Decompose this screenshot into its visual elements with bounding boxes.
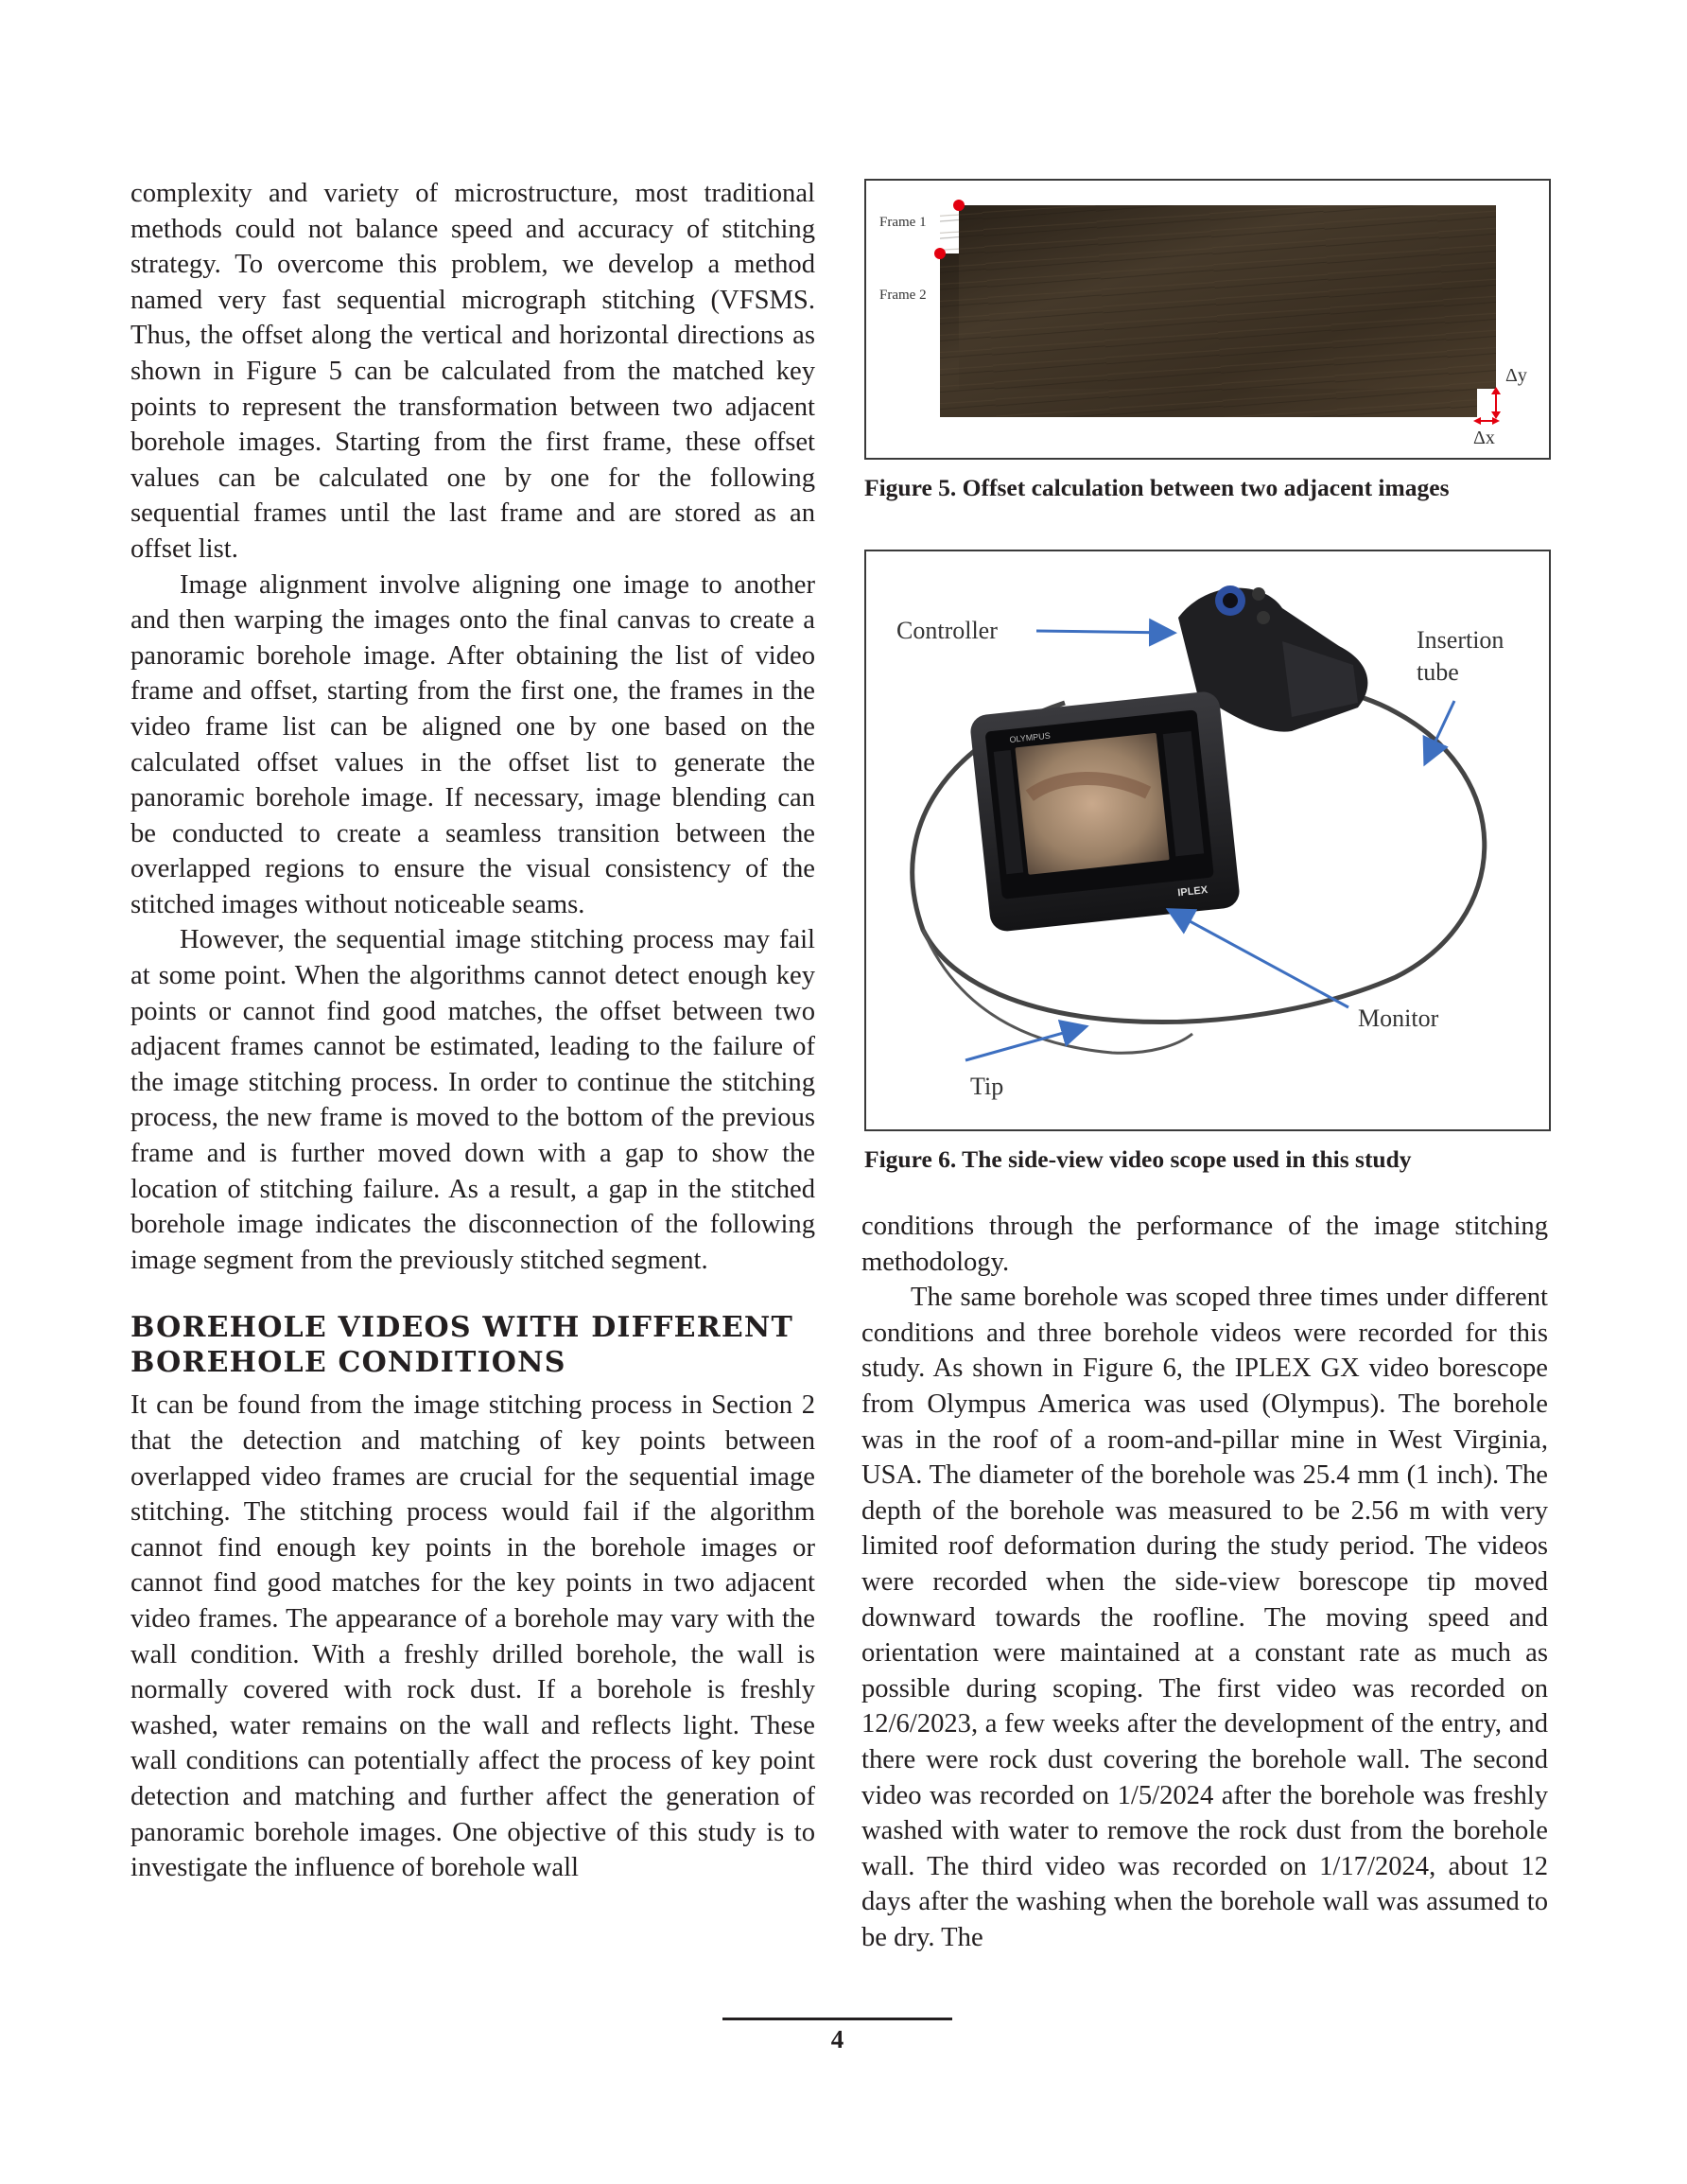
page-number: 4: [830, 2025, 844, 2053]
dx-arrowhead: [1473, 417, 1481, 425]
tip-label: Tip: [970, 1073, 1004, 1100]
section-heading: [130, 1310, 815, 1380]
controller-arrow: [1036, 631, 1172, 633]
frame-2-label: Frame 2: [879, 288, 927, 303]
dx-label: Δx: [1473, 428, 1495, 448]
frame-1-label: Frame 1: [879, 215, 927, 230]
insertion-tube-label: Insertion: [1417, 626, 1504, 654]
right-column: [861, 1209, 1548, 1955]
paragraph: It can be found from the image stitching process in Section 2 that the detection and matching of key points between overlapped video frames are crucial for the sequential image stitching. The stitching process would fail if the algorithm cannot find enough key points in the borehole images or cannot find good matches for the key points in two adjacent video frames. The appearance of a borehole may vary with the wall condition. With a freshly drilled borehole, the wall is normally covered with rock dust. If a borehole is freshly washed, water remains on the wall and reflects light. These wall conditions can potentially affect the process of key point detection and matching and further affect the generation of panoramic borehole images. One objective of this study is to investigate the influence of borehole wall: [130, 1390, 815, 1883]
section-heading-line: BOREHOLE CONDITIONS: [130, 1346, 566, 1380]
paragraph: The same borehole was scoped three times under different conditions and three borehole videos were recorded for this study. As shown in Figure 6, the IPLEX GX video borescope from Olympus America was used (Olympus). The borehole was in the roof of a room-and-pillar mine in West Virginia, USA. The diameter of the borehole was 25.4 mm (1 inch). The depth of the borehole was measured to be 2.56 m with very limited roof deformation during the study period. The videos were recorded when the side-view borescope tip moved downward towards the roofline. The moving speed and orientation were maintained at a constant rate as much as possible during scoping. The first video was recorded on 12/6/2023, a few weeks after the development of the entry, and there were rock dust covering the borehole wall. The second video was recorded on 1/5/2024 after the borehole was freshly washed with water to remove the rock dust from the borehole wall. The third video was recorded on 1/17/2024, about 12 days after the washing when the borehole wall was assumed to be dry. The: [861, 1283, 1548, 1952]
figure-6-caption: Figure 6. The side-view video scope used in this study: [864, 1145, 1412, 1173]
paragraph: Image alignment involve aligning one image to another and then warping the images onto the final canvas to create a panoramic borehole image. After obtaining the list of video frame and offset, starting from the first one, the frames in the video frame list can be aligned one by one based on the calculated offset values in the offset list to generate the panoramic borehole image. If necessary, image blending can be conducted to create a seamless transition between the overlapped regions to ensure the visual consistency of the stitched images without noticeable seams.: [130, 569, 815, 919]
footer-rule: [722, 2018, 952, 2020]
figure-5: [864, 179, 1551, 460]
insertion-tube-label: tube: [1417, 658, 1459, 686]
device-model-label: IPLEX: [1176, 884, 1209, 900]
section-heading-line: BOREHOLE VIDEOS WITH DIFFERENT: [130, 1311, 794, 1345]
device-brand-label: OLYMPUS: [1008, 730, 1052, 745]
offset-diagram: [866, 181, 1549, 458]
paragraph: complexity and variety of microstructure, most traditional methods could not balance speed and accuracy of stitching strategy. To overcome this problem, we develop a method named very fast sequential micrograph stitching (VFSMS. Thus, the offset along the vertical and horizontal directions as shown in Figure 5 can be calculated from the matched key points to represent the transformation between two adjacent borehole images. Starting from the first frame, these offset values can be calculated one by one for the following sequential frames until the last frame and are stored as an offset list.: [130, 179, 815, 564]
paragraph: However, the sequential image stitching process may fail at some point. When the algorithms cannot detect enough key points or cannot find good matches, the offset between two adjacent frames cannot be estimated, leading to the failure of the image stitching process. In order to continue the stitching process, the new frame is moved to the bottom of the previous frame and is further moved down with a gap to show the location of stitching failure. As a result, a gap in the stitched borehole image indicates the disconnection of the following image segment from the previously stitched segment.: [130, 925, 815, 1275]
videoscope-photo: [866, 551, 1549, 1129]
paragraph: conditions through the performance of the image stitching methodology.: [861, 1212, 1548, 1277]
monitor-unit: [969, 690, 1242, 933]
frame-2-corner-marker: [934, 248, 946, 259]
left-column: [130, 176, 815, 1886]
figure-5-caption: Figure 5. Offset calculation between two adjacent images: [864, 474, 1450, 501]
figure-6: [864, 550, 1551, 1131]
monitor-arrow: [1171, 911, 1348, 1007]
monitor-label: Monitor: [1358, 1005, 1439, 1032]
controller-label: Controller: [896, 617, 998, 644]
rock-texture: [940, 205, 1496, 417]
frame-1-corner-marker: [953, 200, 965, 211]
dy-label: Δy: [1505, 365, 1527, 386]
